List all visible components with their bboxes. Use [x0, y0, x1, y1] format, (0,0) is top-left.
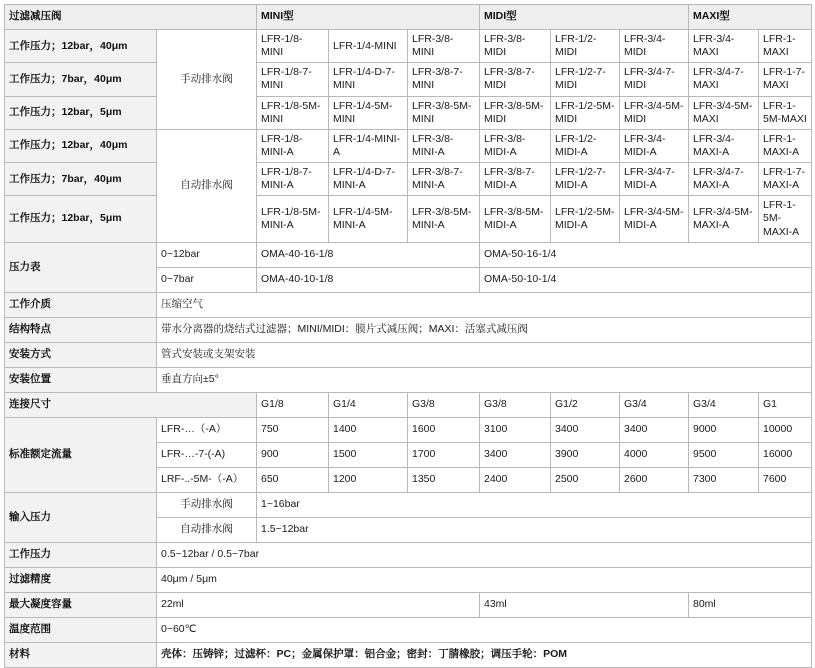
condensate-row: [5, 592, 812, 617]
model-cell: LFR-3/4-MIDI-A: [620, 129, 689, 162]
flow-value: 7300: [689, 467, 759, 492]
filtration-label: 过滤精度: [5, 567, 157, 592]
model-cell: LFR-1/8-5M-MINI: [257, 96, 329, 129]
model-cell: LFR-3/4-7-MIDI-A: [620, 163, 689, 196]
row-label: 工作压力；12bar，40μm: [5, 129, 157, 162]
structure-label: 结构特点: [5, 317, 157, 342]
model-cell: LFR-3/8-5M-MIDI: [480, 96, 551, 129]
inlet-pressure-row: [5, 492, 812, 517]
condensate-mini: 22ml: [157, 592, 480, 617]
flow-value: 9000: [689, 417, 759, 442]
model-cell: LFR-3/4-MAXI-A: [689, 129, 759, 162]
temperature-label: 温度范围: [5, 617, 157, 642]
model-cell: LFR-3/4-7-MAXI: [689, 63, 759, 96]
row-label: 工作压力；12bar，40μm: [5, 30, 157, 63]
model-cell: LFR-1/8-MINI: [257, 30, 329, 63]
gauge-model-left: OMA-40-16-1/8: [257, 242, 480, 267]
flow-value: 1600: [408, 417, 480, 442]
gauge-model-right: OMA-50-10-1/4: [480, 267, 812, 292]
model-cell: LFR-3/8-7-MIDI-A: [480, 163, 551, 196]
position-label: 安装位置: [5, 367, 157, 392]
flow-series: LFR-…（-A）: [157, 417, 257, 442]
inlet-pressure-sub: 手动排水阀: [157, 492, 257, 517]
flow-value: 7600: [759, 467, 812, 492]
header-mini: MINI型: [257, 5, 480, 30]
flow-value: 2400: [480, 467, 551, 492]
flow-value: 3400: [480, 442, 551, 467]
flow-value: 750: [257, 417, 329, 442]
gauge-range: 0~7bar: [157, 267, 257, 292]
flow-value: 3400: [620, 417, 689, 442]
material-label: 材料: [5, 642, 157, 667]
connection-size: G3/4: [620, 392, 689, 417]
model-cell: LFR-1-MAXI-A: [759, 129, 812, 162]
drain-type-auto: 自动排水阀: [157, 129, 257, 242]
flow-value: 10000: [759, 417, 812, 442]
structure-row: [5, 317, 812, 342]
position-row: [5, 367, 812, 392]
flow-value: 1400: [329, 417, 408, 442]
model-cell: LFR-1/2-MIDI-A: [551, 129, 620, 162]
model-cell: LFR-3/4-MAXI: [689, 30, 759, 63]
condensate-label: 最大凝度容量: [5, 592, 157, 617]
flow-label: 标准额定流量: [5, 417, 157, 492]
inlet-pressure-value: 1.5~12bar: [257, 517, 812, 542]
model-cell: LFR-3/4-5M-MAXI: [689, 96, 759, 129]
connection-label: 连接尺寸: [5, 392, 257, 417]
flow-value: 2500: [551, 467, 620, 492]
temperature-row: [5, 617, 812, 642]
working-pressure-row: [5, 542, 812, 567]
mounting-value: 管式安装或支架安装: [157, 342, 812, 367]
row-label: 工作压力；12bar，5μm: [5, 196, 157, 242]
material-row: [5, 642, 812, 667]
working-pressure-label: 工作压力: [5, 542, 157, 567]
position-value: 垂直方向±5°: [157, 367, 812, 392]
model-cell: LFR-3/8-MIDI-A: [480, 129, 551, 162]
model-cell: LFR-3/4-5M-MIDI-A: [620, 196, 689, 242]
model-cell: LFR-3/8-MIDI: [480, 30, 551, 63]
drain-type-manual: 手动排水阀: [157, 30, 257, 130]
flow-value: 16000: [759, 442, 812, 467]
row-label: 工作压力；7bar，40μm: [5, 63, 157, 96]
model-cell: LFR-3/8-5M-MINI: [408, 96, 480, 129]
flow-value: 3900: [551, 442, 620, 467]
model-cell: LFR-3/4-7-MAXI-A: [689, 163, 759, 196]
model-cell: LFR-3/8-7-MIDI: [480, 63, 551, 96]
model-cell: LFR-3/4-5M-MIDI: [620, 96, 689, 129]
table-row: [5, 129, 812, 162]
material-value: 壳体：压铸锌；过滤杯：PC；金属保护罩：铝合金；密封：丁腈橡胶；调压手轮：POM: [157, 642, 812, 667]
specification-table: [4, 4, 812, 668]
model-cell: LFR-1/4-5M-MINI-A: [329, 196, 408, 242]
model-cell: LFR-1/4-D-7-MINI-A: [329, 163, 408, 196]
flow-value: 3400: [551, 417, 620, 442]
flow-value: 9500: [689, 442, 759, 467]
connection-size: G3/4: [689, 392, 759, 417]
inlet-pressure-value: 1~16bar: [257, 492, 812, 517]
mounting-label: 安装方式: [5, 342, 157, 367]
header-maxi: MAXI型: [689, 5, 812, 30]
gauge-range: 0~12bar: [157, 242, 257, 267]
model-cell: LFR-1/8-7-MINI-A: [257, 163, 329, 196]
gauge-label: 压力表: [5, 242, 157, 292]
connection-size: G3/8: [480, 392, 551, 417]
inlet-pressure-sub: 自动排水阀: [157, 517, 257, 542]
model-cell: LFR-1/2-MIDI: [551, 30, 620, 63]
working-pressure-value: 0.5~12bar / 0.5~7bar: [157, 542, 812, 567]
gauge-row: [5, 242, 812, 267]
flow-series: LFR-…-7-(-A): [157, 442, 257, 467]
model-cell: LFR-1/2-5M-MIDI-A: [551, 196, 620, 242]
flow-value: 1500: [329, 442, 408, 467]
model-cell: LFR-3/8-5M-MIDI-A: [480, 196, 551, 242]
connection-size: G1/4: [329, 392, 408, 417]
condensate-maxi: 80ml: [689, 592, 812, 617]
model-cell: LFR-1/2-5M-MIDI: [551, 96, 620, 129]
table-header-row: [5, 5, 812, 30]
connection-size: G1/2: [551, 392, 620, 417]
model-cell: LFR-3/8-MINI: [408, 30, 480, 63]
inlet-pressure-label: 输入压力: [5, 492, 157, 542]
model-cell: LFR-1-5M-MAXI-A: [759, 196, 812, 242]
connection-size: G1/8: [257, 392, 329, 417]
model-cell: LFR-1-MAXI: [759, 30, 812, 63]
model-cell: LFR-1-5M-MAXI: [759, 96, 812, 129]
model-cell: LFR-1/8-MINI-A: [257, 129, 329, 162]
flow-row: [5, 417, 812, 442]
flow-series: LRF-..-5M-（-A）: [157, 467, 257, 492]
medium-label: 工作介质: [5, 292, 157, 317]
model-cell: LFR-1/2-7-MIDI-A: [551, 163, 620, 196]
header-midi: MIDI型: [480, 5, 689, 30]
temperature-value: 0~60℃: [157, 617, 812, 642]
gauge-model-left: OMA-40-10-1/8: [257, 267, 480, 292]
table-row: [5, 163, 812, 196]
connection-size: G1: [759, 392, 812, 417]
header-title: 过滤减压阀: [5, 5, 257, 30]
model-cell: LFR-3/8-7-MINI: [408, 63, 480, 96]
table-row: [5, 30, 812, 63]
model-cell: LFR-1-7-MAXI-A: [759, 163, 812, 196]
flow-value: 1350: [408, 467, 480, 492]
model-cell: LFR-1/8-7-MINI: [257, 63, 329, 96]
connection-row: [5, 392, 812, 417]
model-cell: LFR-3/8-5M-MINI-A: [408, 196, 480, 242]
flow-value: 4000: [620, 442, 689, 467]
filtration-value: 40μm / 5μm: [157, 567, 812, 592]
model-cell: LFR-1/8-5M-MINI-A: [257, 196, 329, 242]
table-row: [5, 96, 812, 129]
medium-value: 压缩空气: [157, 292, 812, 317]
model-cell: LFR-3/4-7-MIDI: [620, 63, 689, 96]
medium-row: [5, 292, 812, 317]
condensate-midi: 43ml: [480, 592, 689, 617]
filtration-row: [5, 567, 812, 592]
flow-value: 3100: [480, 417, 551, 442]
row-label: 工作压力；7bar，40μm: [5, 163, 157, 196]
flow-value: 900: [257, 442, 329, 467]
model-cell: LFR-3/8-MINI-A: [408, 129, 480, 162]
model-cell: LFR-1/4-MINI: [329, 30, 408, 63]
flow-value: 1200: [329, 467, 408, 492]
model-cell: LFR-1/4-MINI-A: [329, 129, 408, 162]
model-cell: LFR-1/2-7-MIDI: [551, 63, 620, 96]
model-cell: LFR-1-7-MAXI: [759, 63, 812, 96]
model-cell: LFR-3/4-MIDI: [620, 30, 689, 63]
gauge-model-right: OMA-50-16-1/4: [480, 242, 812, 267]
connection-size: G3/8: [408, 392, 480, 417]
model-cell: LFR-3/4-5M-MAXI-A: [689, 196, 759, 242]
structure-value: 带水分离器的烧结式过滤器；MINI/MIDI：膜片式减压阀；MAXI：活塞式减压阀: [157, 317, 812, 342]
model-cell: LFR-1/4-D-7-MINI: [329, 63, 408, 96]
row-label: 工作压力；12bar，5μm: [5, 96, 157, 129]
table-row: [5, 63, 812, 96]
flow-value: 650: [257, 467, 329, 492]
table-row: [5, 196, 812, 242]
flow-value: 1700: [408, 442, 480, 467]
mounting-row: [5, 342, 812, 367]
model-cell: LFR-3/8-7-MINI-A: [408, 163, 480, 196]
flow-value: 2600: [620, 467, 689, 492]
model-cell: LFR-1/4-5M-MINI: [329, 96, 408, 129]
